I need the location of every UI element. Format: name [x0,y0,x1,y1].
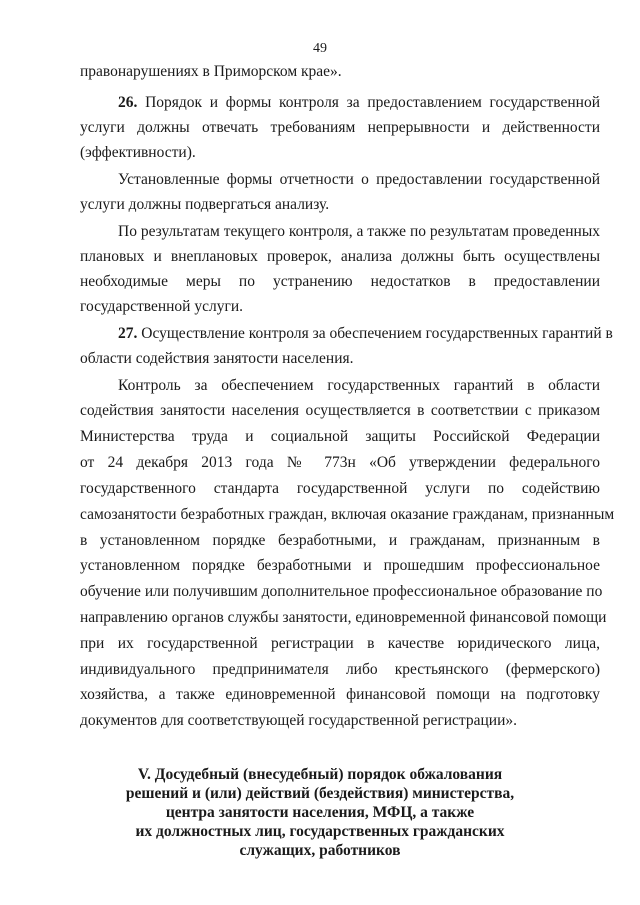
text-line: документов для соответствующей государственной регистрации». [80,712,517,729]
text-line: направлению органов службы занятости, единовременной финансовой помощи [80,609,607,626]
text-line: (эффективности). [80,144,196,161]
text-line: государственного стандарта государственной услуги по содействию [80,480,600,497]
clause-number: 26. [118,94,138,111]
text-line: хозяйства, а также единовременной финансовой помощи на подготовку [80,686,600,703]
text-span: Порядок и формы контроля за предоставлением государственной [137,94,600,111]
section-heading-line: их должностных лиц, государственных гражданских [135,823,505,840]
section-heading-line: центра занятости населения, МФЦ, а также [165,804,475,821]
text-line: По результатам текущего контроля, а также по результатам проведенных [118,223,600,240]
text-line: плановых и внеплановых проверок, анализа должны быть осуществлены [80,248,600,265]
text-line: правонарушениях в Приморском крае». [80,63,342,80]
text-line: в установленном порядке безработными, и гражданам, признанным в [80,532,600,549]
section-heading-line: V. Досудебный (внесудебный) порядок обжалования [137,766,503,783]
text-line: при их государственной регистрации в качестве юридического лица, [80,635,600,652]
text-line: содействия занятости населения осуществляется в соответствии с приказом [80,402,600,419]
page-number: 49 [313,41,327,56]
text-line: Контроль за обеспечением государственных гарантий в области [118,377,600,394]
text-line: обучение или получившим дополнительное профессиональное образование по [80,583,603,600]
section-heading-line: служащих, работников [239,842,401,859]
text-line: самозанятости безработных граждан, включая оказание гражданам, признанным [80,506,615,523]
text-span: Осуществление контроля за обеспечением государственных гарантий в [137,325,613,342]
clause-26-heading [118,93,600,113]
text-line: от 24 декабря 2013 года № 773н «Об утверждении федерального [80,454,600,471]
clause-number: 27. [118,325,138,342]
text-line: услуги должны подвергаться анализу. [80,196,330,213]
text-line: области содействия занятости населения. [80,350,354,367]
text-line: услуги должны отвечать требованиям непрерывности и действенности [80,119,600,136]
text-line: государственной услуги. [80,298,243,315]
clause-27-heading [118,324,613,344]
text-line: индивидуального предпринимателя либо крестьянского (фермерского) [80,661,600,678]
text-line: Установленные формы отчетности о предоставлении государственной [118,171,600,188]
text-line: установленном порядке безработными и прошедшим профессиональное [80,557,600,574]
text-line: необходимые меры по устранению недостатков в предоставлении [80,273,600,290]
text-line: Министерства труда и социальной защиты Российской Федерации [80,428,600,445]
section-heading-line: решений и (или) действий (бездействия) министерства, [125,785,515,802]
